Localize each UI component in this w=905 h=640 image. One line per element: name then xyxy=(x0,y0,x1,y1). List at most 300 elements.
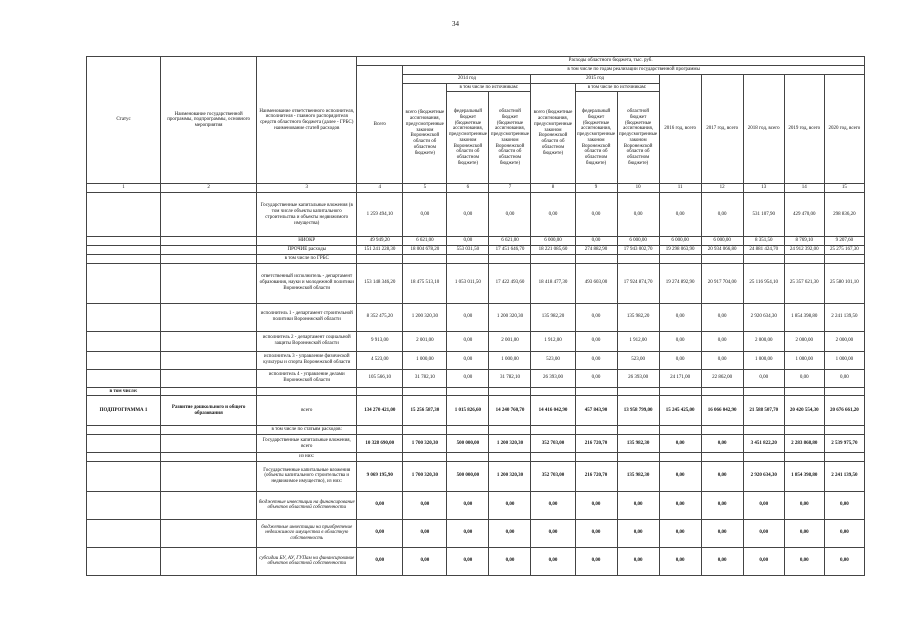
value-cell: 0,00 xyxy=(659,193,701,237)
value-cell: 2 001,00 xyxy=(489,331,531,351)
value-cell: 0,00 xyxy=(659,461,701,491)
value-cell: 0,00 xyxy=(575,303,617,331)
value-cell: 1 200 320,30 xyxy=(489,303,531,331)
value-cell xyxy=(617,254,659,263)
value-cell: 105 566,10 xyxy=(357,369,403,387)
value-cell: 500 000,00 xyxy=(447,461,489,491)
col-number: 14 xyxy=(784,184,824,193)
program-cell xyxy=(161,453,257,462)
value-cell: 20 934 066,80 xyxy=(701,246,743,255)
value-cell xyxy=(784,254,824,263)
expense-label-cell: Государственные капитальные вложения, всего xyxy=(257,435,357,453)
value-cell xyxy=(743,426,784,435)
table-row xyxy=(87,461,865,491)
value-cell: 17 943 002,70 xyxy=(617,246,659,255)
value-cell xyxy=(447,387,489,396)
value-cell: 31 782,10 xyxy=(403,369,447,387)
value-cell: 135 982,30 xyxy=(617,461,659,491)
header-2017: 2017 год, всего xyxy=(701,74,743,184)
value-cell: 17 451 646,70 xyxy=(489,246,531,255)
value-cell: 1 000,00 xyxy=(784,351,824,369)
value-cell: 0,00 xyxy=(489,193,531,237)
expense-label-cell: исполнитель 1 - департамент строительной политики Воронежской области xyxy=(257,303,357,331)
value-cell: 19 274 892,90 xyxy=(659,263,701,303)
value-cell xyxy=(659,387,701,396)
status-cell xyxy=(87,453,161,462)
value-cell: 0,00 xyxy=(489,491,531,519)
status-cell xyxy=(87,461,161,491)
value-cell: 135 982,20 xyxy=(617,303,659,331)
expense-label-cell: ПРОЧИЕ расходы xyxy=(257,246,357,255)
expense-label-cell: в том числе по ГРБС xyxy=(257,254,357,263)
value-cell: 3 451 822,20 xyxy=(743,435,784,453)
col-number: 10 xyxy=(617,184,659,193)
value-cell: 24 881 424,70 xyxy=(743,246,784,255)
table-row xyxy=(87,547,865,575)
value-cell: 16 066 042,90 xyxy=(701,396,743,426)
value-cell: 13 958 799,00 xyxy=(617,396,659,426)
value-cell: 1 700 320,30 xyxy=(403,435,447,453)
header-2014-incl-sources: в том числе по источникам: xyxy=(447,83,531,92)
value-cell: 17 422 493,60 xyxy=(489,263,531,303)
program-cell xyxy=(161,351,257,369)
value-cell: 0,00 xyxy=(701,193,743,237)
value-cell xyxy=(489,387,531,396)
expense-label-cell: ответственный исполнитель - департамент образования, науки и молодежной политики Воронежской области xyxy=(257,263,357,303)
value-cell: 25 275 167,30 xyxy=(824,246,864,255)
value-cell: 0,00 xyxy=(743,547,784,575)
value-cell: 10 328 690,00 xyxy=(357,435,403,453)
value-cell xyxy=(784,426,824,435)
value-cell: 457 843,90 xyxy=(575,396,617,426)
value-cell: 216 720,70 xyxy=(575,461,617,491)
status-cell xyxy=(87,254,161,263)
value-cell: 0,00 xyxy=(824,491,864,519)
status-cell xyxy=(87,351,161,369)
value-cell: 31 782,10 xyxy=(489,369,531,387)
value-cell xyxy=(357,387,403,396)
value-cell xyxy=(575,426,617,435)
value-cell: 0,00 xyxy=(575,331,617,351)
value-cell xyxy=(659,254,701,263)
value-cell: 151 241 228,30 xyxy=(357,246,403,255)
expense-label-cell xyxy=(257,387,357,396)
status-cell xyxy=(87,547,161,575)
value-cell xyxy=(743,453,784,462)
value-cell: 14 416 042,90 xyxy=(531,396,575,426)
value-cell: 0,00 xyxy=(447,303,489,331)
value-cell: 0,00 xyxy=(447,351,489,369)
value-cell: 1 000,00 xyxy=(824,351,864,369)
value-cell: 25 580 101,10 xyxy=(824,263,864,303)
col-number: 3 xyxy=(257,184,357,193)
expense-label-cell: НИОКР xyxy=(257,237,357,246)
value-cell: 0,00 xyxy=(743,369,784,387)
value-cell xyxy=(575,254,617,263)
value-cell: 2 000,00 xyxy=(784,331,824,351)
value-cell: 1 854 398,80 xyxy=(784,461,824,491)
value-cell: 153 148 346,20 xyxy=(357,263,403,303)
program-cell xyxy=(161,387,257,396)
value-cell xyxy=(575,453,617,462)
col-number: 6 xyxy=(447,184,489,193)
table-row xyxy=(87,435,865,453)
value-cell: 1 912,00 xyxy=(531,331,575,351)
value-cell: 1 200 320,30 xyxy=(489,461,531,491)
status-cell xyxy=(87,193,161,237)
value-cell: 8 769,10 xyxy=(784,237,824,246)
value-cell: 0,00 xyxy=(617,193,659,237)
value-cell: 26 393,00 xyxy=(531,369,575,387)
value-cell xyxy=(489,254,531,263)
value-cell: 135 982,30 xyxy=(617,435,659,453)
value-cell: 553 031,50 xyxy=(447,246,489,255)
program-cell xyxy=(161,263,257,303)
status-cell xyxy=(87,263,161,303)
value-cell xyxy=(357,426,403,435)
value-cell: 6 000,00 xyxy=(531,237,575,246)
value-cell: 9 069 195,90 xyxy=(357,461,403,491)
header-2015-regional: областной бюджет (бюджетные ассигнования, предусмотренные законом Воронежской области об областном бюджете) xyxy=(617,92,659,184)
program-cell xyxy=(161,461,257,491)
value-cell xyxy=(659,453,701,462)
value-cell: 20 420 554,30 xyxy=(784,396,824,426)
expense-label-cell: бюджетные инвестиции на приобретение недвижимого имущества в областную собственность xyxy=(257,519,357,547)
column-number-row xyxy=(87,184,865,193)
value-cell: 1 912,00 xyxy=(617,331,659,351)
value-cell xyxy=(447,453,489,462)
value-cell: 2 000,00 xyxy=(824,331,864,351)
value-cell xyxy=(403,453,447,462)
value-cell: 2 283 868,80 xyxy=(784,435,824,453)
header-2016: 2016 год, всего xyxy=(659,74,701,184)
col-number: 5 xyxy=(403,184,447,193)
col-number: 2 xyxy=(161,184,257,193)
col-number: 15 xyxy=(824,184,864,193)
value-cell: 9 913,00 xyxy=(357,331,403,351)
header-2014-src-total: всего (бюджетные ассигнования, предусмотренные законом Воронежской области об областном бюджете) xyxy=(403,83,447,184)
value-cell: 19 298 063,90 xyxy=(659,246,701,255)
value-cell xyxy=(489,426,531,435)
expense-label-cell: Государственные капитальные вложения (объекты капитального строительства и недвижимое имущество), из них: xyxy=(257,461,357,491)
value-cell: 0,00 xyxy=(784,369,824,387)
value-cell: 0,00 xyxy=(659,351,701,369)
value-cell: 352 703,00 xyxy=(531,435,575,453)
value-cell xyxy=(743,387,784,396)
value-cell: 523,00 xyxy=(617,351,659,369)
program-cell xyxy=(161,331,257,351)
value-cell: 18 475 513,10 xyxy=(403,263,447,303)
value-cell: 1 854 398,80 xyxy=(784,303,824,331)
value-cell: 0,00 xyxy=(701,435,743,453)
value-cell: 1 000,00 xyxy=(489,351,531,369)
value-cell: 298 836,20 xyxy=(824,193,864,237)
table-row xyxy=(87,387,865,396)
value-cell: 0,00 xyxy=(617,547,659,575)
value-cell: 15 245 425,00 xyxy=(659,396,701,426)
program-cell xyxy=(161,491,257,519)
status-cell xyxy=(87,491,161,519)
table-row xyxy=(87,303,865,331)
value-cell xyxy=(701,254,743,263)
table-row xyxy=(87,246,865,255)
value-cell: 22 862,00 xyxy=(701,369,743,387)
header-2015-federal: федеральный бюджет (бюджетные ассигнования, предусмотренные законом Воронежской области об областном бюджете) xyxy=(575,92,617,184)
status-cell xyxy=(87,519,161,547)
expense-label-cell: исполнитель 4 - управление делами Воронежской области xyxy=(257,369,357,387)
value-cell xyxy=(489,453,531,462)
expense-label-cell: Государственные капитальные вложения (в том числе объекты капитального строительства и объекты недвижимого имущества) xyxy=(257,193,357,237)
value-cell: 6 621,00 xyxy=(403,237,447,246)
program-cell xyxy=(161,369,257,387)
table-row xyxy=(87,519,865,547)
header-total: Всего xyxy=(357,66,403,184)
value-cell: 531 107,90 xyxy=(743,193,784,237)
col-number: 9 xyxy=(575,184,617,193)
value-cell xyxy=(403,426,447,435)
value-cell: 0,00 xyxy=(447,369,489,387)
header-year-2014: 2014 год xyxy=(403,74,531,83)
header-2015-src-total: всего (бюджетные ассигнования, предусмотренные законом Воронежской области об областном бюджете) xyxy=(531,83,575,184)
value-cell: 6 621,00 xyxy=(489,237,531,246)
value-cell: 18 418 477,30 xyxy=(531,263,575,303)
value-cell: 0,00 xyxy=(575,491,617,519)
value-cell: 0,00 xyxy=(489,547,531,575)
value-cell: 0,00 xyxy=(659,303,701,331)
value-cell: 0,00 xyxy=(403,491,447,519)
value-cell: 20 676 661,20 xyxy=(824,396,864,426)
header-2019: 2019 год, всего xyxy=(784,74,824,184)
value-cell: 15 256 587,30 xyxy=(403,396,447,426)
header-2018: 2018 год, всего xyxy=(743,74,784,184)
table-row xyxy=(87,369,865,387)
value-cell xyxy=(575,387,617,396)
value-cell: 134 270 421,00 xyxy=(357,396,403,426)
value-cell: 1 000,00 xyxy=(403,351,447,369)
value-cell: 17 924 874,70 xyxy=(617,263,659,303)
value-cell xyxy=(784,387,824,396)
header-expenses-title: Расходы областного бюджета, тыс. руб. xyxy=(357,57,865,66)
value-cell: 0,00 xyxy=(575,547,617,575)
table-row xyxy=(87,453,865,462)
value-cell: 2 539 975,70 xyxy=(824,435,864,453)
col-number: 8 xyxy=(531,184,575,193)
program-cell xyxy=(161,303,257,331)
value-cell: 0,00 xyxy=(617,519,659,547)
program-cell xyxy=(161,547,257,575)
program-cell xyxy=(161,237,257,246)
value-cell: 0,00 xyxy=(701,461,743,491)
value-cell: 8 352 475,20 xyxy=(357,303,403,331)
value-cell: 352 703,00 xyxy=(531,461,575,491)
status-cell xyxy=(87,331,161,351)
budget-table xyxy=(86,56,865,576)
value-cell: 0,00 xyxy=(447,519,489,547)
status-cell xyxy=(87,303,161,331)
value-cell: 9 207,60 xyxy=(824,237,864,246)
value-cell: 216 720,70 xyxy=(575,435,617,453)
value-cell: 0,00 xyxy=(701,351,743,369)
value-cell: 6 000,00 xyxy=(701,237,743,246)
value-cell: 274 882,90 xyxy=(575,246,617,255)
header-2015-incl-sources: в том числе по источникам: xyxy=(575,83,659,92)
table-row xyxy=(87,263,865,303)
value-cell xyxy=(403,254,447,263)
value-cell: 1 200 320,30 xyxy=(403,303,447,331)
col-number: 1 xyxy=(87,184,161,193)
value-cell: 0,00 xyxy=(784,547,824,575)
value-cell: 135 982,20 xyxy=(531,303,575,331)
value-cell: 0,00 xyxy=(701,547,743,575)
value-cell xyxy=(531,254,575,263)
value-cell xyxy=(617,387,659,396)
value-cell: 1 015 826,60 xyxy=(447,396,489,426)
table-row xyxy=(87,351,865,369)
value-cell: 0,00 xyxy=(659,547,701,575)
expense-label-cell: из них: xyxy=(257,453,357,462)
program-cell xyxy=(161,519,257,547)
col-number: 7 xyxy=(489,184,531,193)
value-cell: 1 700 320,30 xyxy=(403,461,447,491)
value-cell xyxy=(784,453,824,462)
value-cell: 14 240 760,70 xyxy=(489,396,531,426)
value-cell: 4 523,00 xyxy=(357,351,403,369)
value-cell: 2 241 139,50 xyxy=(824,461,864,491)
table-row xyxy=(87,331,865,351)
expense-label-cell: всего xyxy=(257,396,357,426)
value-cell: 0,00 xyxy=(357,547,403,575)
value-cell: 24 912 392,00 xyxy=(784,246,824,255)
header-2020: 2020 год, всего xyxy=(824,74,864,184)
value-cell: 1 000,00 xyxy=(743,351,784,369)
value-cell: 0,00 xyxy=(784,491,824,519)
program-cell xyxy=(161,435,257,453)
status-cell xyxy=(87,426,161,435)
value-cell: 2 001,00 xyxy=(403,331,447,351)
value-cell: 0,00 xyxy=(531,519,575,547)
value-cell: 0,00 xyxy=(701,303,743,331)
table-row xyxy=(87,426,865,435)
program-cell xyxy=(161,246,257,255)
value-cell: 0,00 xyxy=(357,519,403,547)
value-cell: 0,00 xyxy=(403,193,447,237)
value-cell: 1 200 320,30 xyxy=(489,435,531,453)
value-cell: 6 000,00 xyxy=(617,237,659,246)
value-cell: 0,00 xyxy=(659,491,701,519)
value-cell: 24 171,00 xyxy=(659,369,701,387)
status-cell xyxy=(87,246,161,255)
value-cell: 0,00 xyxy=(659,331,701,351)
value-cell: 0,00 xyxy=(357,491,403,519)
program-cell: Развитие дошкольного и общего образования xyxy=(161,396,257,426)
value-cell: 500 000,00 xyxy=(447,435,489,453)
value-cell: 8 351,50 xyxy=(743,237,784,246)
value-cell: 2 241 139,50 xyxy=(824,303,864,331)
value-cell: 0,00 xyxy=(824,369,864,387)
value-cell: 26 393,00 xyxy=(617,369,659,387)
status-cell: в том числе: xyxy=(87,387,161,396)
value-cell: 2 920 634,30 xyxy=(743,461,784,491)
value-cell: 0,00 xyxy=(659,519,701,547)
header-executor: Наименование ответственного исполнителя, исполнителя - главного распорядителя средств областного бюджета (далее - ГРБС) наименование статей расходов xyxy=(257,57,357,184)
value-cell xyxy=(824,254,864,263)
value-cell xyxy=(357,254,403,263)
value-cell: 0,00 xyxy=(531,193,575,237)
value-cell: 0,00 xyxy=(824,547,864,575)
expense-label-cell: субсидии БУ, АУ, ГУПам на финансирование объектов областной собственности xyxy=(257,547,357,575)
value-cell: 0,00 xyxy=(403,547,447,575)
value-cell xyxy=(447,254,489,263)
col-number: 11 xyxy=(659,184,701,193)
header-status: Статус xyxy=(87,57,161,184)
value-cell: 0,00 xyxy=(701,331,743,351)
value-cell xyxy=(531,387,575,396)
value-cell: 0,00 xyxy=(575,519,617,547)
value-cell xyxy=(743,254,784,263)
value-cell xyxy=(403,387,447,396)
value-cell xyxy=(824,426,864,435)
value-cell: 25 357 621,30 xyxy=(784,263,824,303)
table-row xyxy=(87,237,865,246)
table-row xyxy=(87,254,865,263)
header-program: Наименование государственной программы, подпрограммы, основного мероприятия xyxy=(161,57,257,184)
value-cell: 49 949,20 xyxy=(357,237,403,246)
value-cell: 0,00 xyxy=(531,491,575,519)
value-cell: 1 053 011,50 xyxy=(447,263,489,303)
program-cell xyxy=(161,254,257,263)
value-cell xyxy=(824,453,864,462)
value-cell: 18 221 085,60 xyxy=(531,246,575,255)
table-row xyxy=(87,396,865,426)
value-cell xyxy=(824,387,864,396)
value-cell: 2 920 634,30 xyxy=(743,303,784,331)
value-cell: 0,00 xyxy=(531,547,575,575)
value-cell: 0,00 xyxy=(403,519,447,547)
value-cell: 18 004 678,20 xyxy=(403,246,447,255)
value-cell: 0,00 xyxy=(447,193,489,237)
value-cell: 0,00 xyxy=(743,491,784,519)
value-cell: 0,00 xyxy=(701,519,743,547)
value-cell: 20 917 704,00 xyxy=(701,263,743,303)
value-cell: 0,00 xyxy=(743,519,784,547)
header-year-2015: 2015 год xyxy=(531,74,659,83)
value-cell: 25 116 954,10 xyxy=(743,263,784,303)
col-number: 13 xyxy=(743,184,784,193)
expense-label-cell: в том числе по статьям расходов: xyxy=(257,426,357,435)
value-cell: 0,00 xyxy=(489,519,531,547)
status-cell: ПОДПРОГРАММА 1 xyxy=(87,396,161,426)
value-cell xyxy=(617,426,659,435)
value-cell xyxy=(531,453,575,462)
value-cell: 0,00 xyxy=(447,237,489,246)
value-cell: 429 470,00 xyxy=(784,193,824,237)
value-cell: 0,00 xyxy=(447,331,489,351)
expense-label-cell: исполнитель 3 - управление физической культуры и спорта Воронежской области xyxy=(257,351,357,369)
value-cell: 0,00 xyxy=(575,351,617,369)
page-number: 34 xyxy=(452,20,459,28)
status-cell xyxy=(87,435,161,453)
value-cell: 0,00 xyxy=(659,435,701,453)
expense-label-cell: исполнитель 2 - департамент социальной защиты Воронежской области xyxy=(257,331,357,351)
value-cell: 0,00 xyxy=(447,547,489,575)
value-cell: 0,00 xyxy=(447,491,489,519)
value-cell: 0,00 xyxy=(575,193,617,237)
program-cell xyxy=(161,426,257,435)
value-cell xyxy=(701,453,743,462)
budget-table-body xyxy=(87,193,865,576)
value-cell xyxy=(701,387,743,396)
value-cell: 0,00 xyxy=(784,519,824,547)
